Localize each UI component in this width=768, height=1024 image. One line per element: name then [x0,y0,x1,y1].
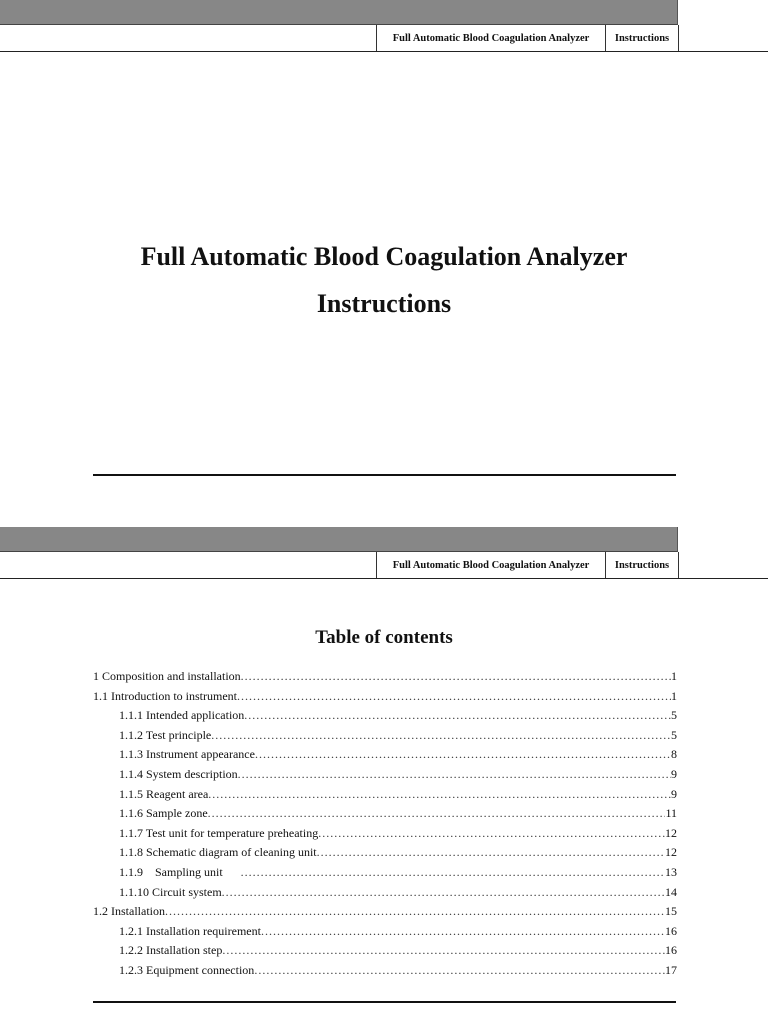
header-product-name: Full Automatic Blood Coagulation Analyzer [376,25,605,51]
toc-entry-label: 1.1.1 Intended application [119,708,245,723]
toc-entry-label: 1.2 Installation [93,904,165,919]
toc-entry-label: 1.1.9 Sampling unit [119,864,241,879]
toc-entry-page-number: 13 [665,864,677,879]
header-doc-type: Instructions [605,552,679,578]
toc-leader-dots [238,765,671,785]
toc-entry-label: 1.1.8 Schematic diagram of cleaning unit [119,845,317,860]
toc-leader-dots [222,883,665,903]
toc-entry-label: 1.1.4 System description [119,766,238,781]
toc-leader-dots [208,804,666,824]
toc-entry-page-number: 5 [671,708,677,723]
toc-entry[interactable] [93,804,677,824]
toc-leader-dots [318,824,665,844]
toc-entry[interactable] [93,706,677,726]
toc-entry-label: 1 Composition and installation [93,669,241,683]
toc-entry-label: 1.1.6 Sample zone [119,806,208,821]
toc-list [93,667,677,981]
toc-entry-page-number: 5 [671,727,677,742]
toc-entry-page-number: 12 [665,845,677,860]
toc-entry-page-number: 12 [665,825,677,840]
toc-entry-label: 1.1.3 Instrument appearance [119,747,255,762]
toc-entry-label: 1.1.7 Test unit for temperature preheating [119,825,319,840]
header-doc-type: Instructions [605,25,679,51]
toc-entry[interactable] [93,902,677,922]
toc-entry-page-number: 9 [671,766,677,781]
toc-entry[interactable] [93,765,677,785]
toc-entry[interactable] [93,961,677,981]
toc-leader-dots [317,843,665,863]
header-rule [0,51,768,52]
toc-leader-dots [261,922,665,942]
toc-leader-dots [211,726,671,746]
toc-entry[interactable] [93,745,677,765]
toc-entry[interactable] [93,863,677,883]
toc-leader-dots [237,687,671,707]
toc-entry[interactable] [93,785,677,805]
toc-entry-page-number: 16 [665,923,677,938]
toc-entry[interactable] [93,941,677,961]
toc-entry-page-number: 11 [665,806,677,821]
toc-entry-label: 1.1.2 Test principle [119,727,212,742]
header-product-name: Full Automatic Blood Coagulation Analyzer [376,552,605,578]
toc-leader-dots [222,941,665,961]
toc-entry-label: 1.2.3 Equipment connection [119,962,255,977]
toc-entry-label: 1.2.2 Installation step [119,943,223,958]
toc-leader-dots [244,706,671,726]
toc-entry[interactable] [93,883,677,903]
toc-entry-page-number: 8 [671,747,677,762]
toc-entry-page-number: 16 [665,943,677,958]
header-band [0,527,678,552]
toc-entry-page-number: 15 [665,904,677,919]
toc-entry-label: 1.1.5 Reagent area [119,786,209,801]
toc-entry-page-number: 9 [671,786,677,801]
toc-entry-page-number: 17 [665,962,677,977]
toc-entry[interactable] [93,667,677,687]
toc-entry-page-number: 14 [665,884,677,899]
toc-leader-dots [241,863,665,883]
toc-entry[interactable] [93,843,677,863]
header-band [0,0,678,25]
toc-entry[interactable] [93,687,677,707]
header-rule [0,578,768,579]
toc-entry-label: 1.1.10 Circuit system [119,884,222,899]
toc-entry-page-number: 1 [671,669,677,683]
toc-page [0,527,768,1024]
toc-entry[interactable] [93,824,677,844]
toc-leader-dots [165,902,665,922]
document-title: Full Automatic Blood Coagulation Analyzer [140,242,628,271]
toc-entry-label: 1.2.1 Installation requirement [119,923,261,938]
toc-leader-dots [241,667,671,687]
footer-rule [93,1001,676,1003]
toc-entry-page-number: 1 [671,688,677,703]
toc-leader-dots [254,961,665,981]
toc-entry-label: 1.1 Introduction to instrument [93,688,237,703]
toc-leader-dots [208,785,671,805]
document-subtitle: Instructions [316,289,452,318]
toc-entry[interactable] [93,726,677,746]
toc-entry[interactable] [93,922,677,942]
footer-rule [93,474,676,476]
toc-leader-dots [255,745,671,765]
toc-title: Table of contents [315,627,453,648]
